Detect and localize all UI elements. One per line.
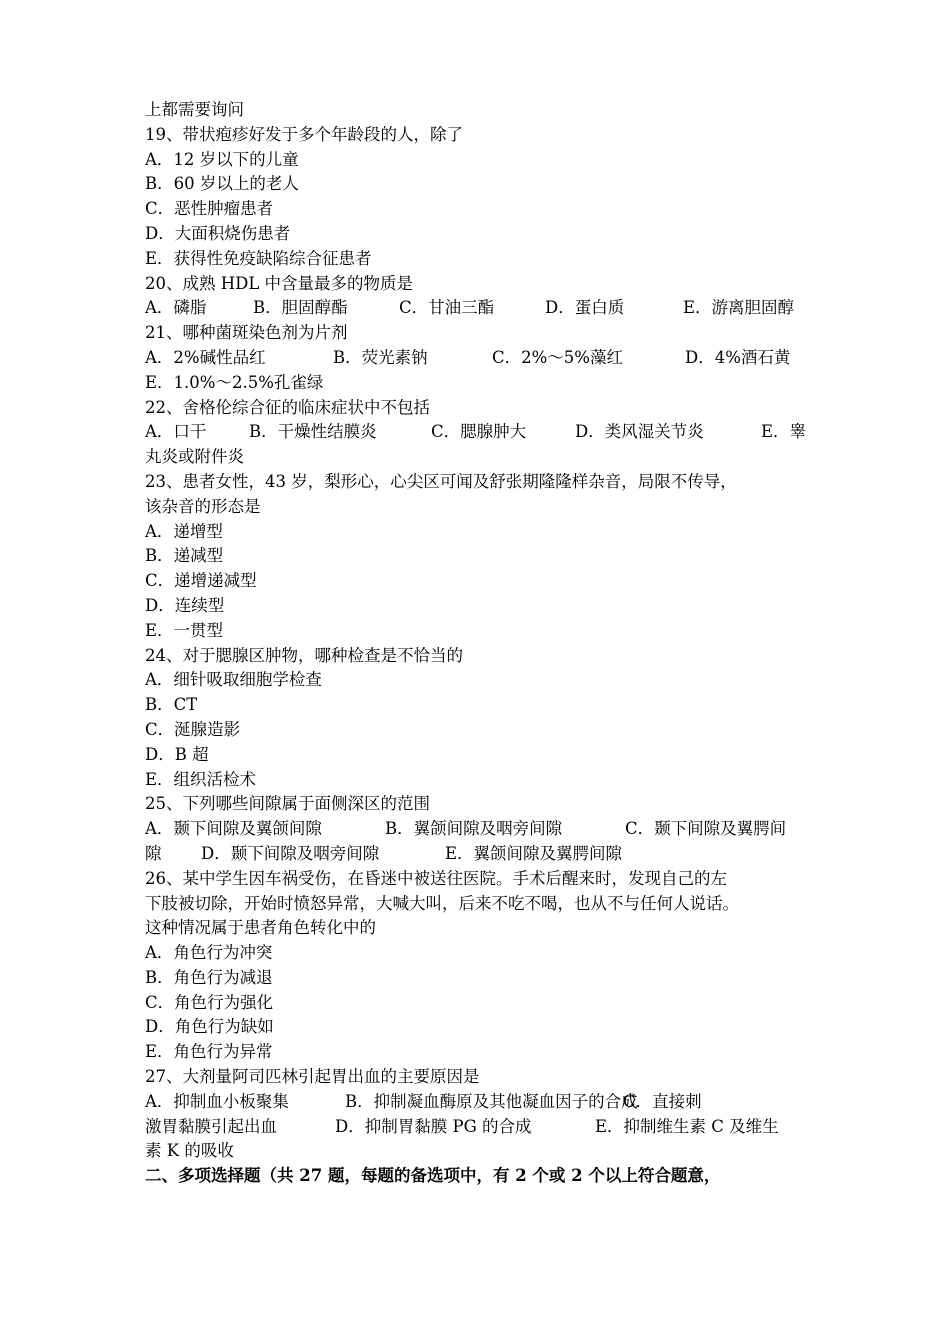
text-line: 素 K 的吸收 bbox=[145, 1141, 234, 1161]
option-line: C．递增递减型 bbox=[145, 571, 257, 591]
text-line: 上都需要询问 bbox=[145, 100, 244, 119]
question-19: 19、带状疱疹好发于多个年龄段的人，除了 bbox=[145, 124, 463, 144]
option: B．翼颌间隙及咽旁间隙 bbox=[385, 819, 563, 839]
option-line: E．角色行为异常 bbox=[145, 1042, 273, 1062]
q27-options-row-2 bbox=[145, 1115, 815, 1140]
option: C．腮腺肿大 bbox=[431, 422, 527, 442]
option: 隙 bbox=[145, 843, 162, 863]
option: E．翼颌间隙及翼腭间隙 bbox=[445, 843, 623, 863]
option-line: B．递减型 bbox=[145, 546, 224, 566]
option-line: B．CT bbox=[145, 695, 198, 715]
option: A．2%碱性品红 bbox=[145, 347, 266, 367]
section-heading: 二、多项选择题（共 27 题，每题的备选项中，有 2 个或 2 个以上符合题意， bbox=[145, 1166, 721, 1186]
q25-options-row-1 bbox=[145, 817, 815, 842]
option: C．2%～5%藻红 bbox=[492, 347, 623, 367]
q20-options-row bbox=[145, 296, 815, 321]
option-line: D．连续型 bbox=[145, 595, 225, 615]
text-line: 这种情况属于患者角色转化中的 bbox=[145, 918, 376, 938]
option: D．类风湿关节炎 bbox=[575, 422, 704, 442]
option: B．抑制凝血酶原及其他凝血因子的合成 bbox=[345, 1091, 638, 1111]
option: C．颞下间隙及翼腭间 bbox=[625, 819, 787, 839]
text-line: 该杂音的形态是 bbox=[145, 496, 261, 516]
option-line: B．60 岁以上的老人 bbox=[145, 174, 299, 194]
option-line: D．角色行为缺如 bbox=[145, 1017, 274, 1037]
option-line: D．大面积烧伤患者 bbox=[145, 223, 291, 243]
option: E．游离胆固醇 bbox=[683, 298, 795, 318]
option: A．颞下间隙及翼颌间隙 bbox=[145, 819, 322, 839]
text-line: 丸炎或附件炎 bbox=[145, 447, 244, 467]
option-line: E．一贯型 bbox=[145, 620, 224, 640]
question-23: 23、患者女性，43 岁，梨形心，心尖区可闻及舒张期隆隆样杂音，局限不传导， bbox=[145, 471, 737, 491]
option: E．睾 bbox=[761, 422, 807, 442]
option-line: A．细针吸取细胞学检查 bbox=[145, 670, 322, 690]
question-24: 24、对于腮腺区肿物，哪种检查是不恰当的 bbox=[145, 645, 463, 665]
option: A．磷脂 bbox=[145, 298, 207, 318]
option: B．干燥性结膜炎 bbox=[249, 422, 377, 442]
option: D．蛋白质 bbox=[545, 298, 625, 318]
option-line: B．角色行为减退 bbox=[145, 967, 273, 987]
option-line: E．1.0%～2.5%孔雀绿 bbox=[145, 372, 324, 392]
question-21: 21、哪种菌斑染色剂为片剂 bbox=[145, 323, 348, 343]
option-line: D．B 超 bbox=[145, 744, 209, 764]
document-page bbox=[145, 98, 815, 1189]
option-line: C．涎腺造影 bbox=[145, 719, 241, 739]
q25-options-row-2 bbox=[145, 842, 815, 867]
option: C．甘油三酯 bbox=[399, 298, 495, 318]
option-line: C．角色行为强化 bbox=[145, 992, 274, 1012]
option-line: A．递增型 bbox=[145, 521, 223, 541]
option-line: A．12 岁以下的儿童 bbox=[145, 149, 299, 169]
option: B．胆固醇酯 bbox=[253, 298, 348, 318]
text-line: 下肢被切除，开始时愤怒异常，大喊大叫，后来不吃不喝，也从不与任何人说话。 bbox=[145, 893, 739, 913]
option-line: E．组织活检术 bbox=[145, 769, 257, 789]
question-26: 26、某中学生因车祸受伤，在昏迷中被送往医院。手术后醒来时，发现自己的左 bbox=[145, 868, 727, 888]
option: E．抑制维生素 C 及维生 bbox=[595, 1116, 779, 1136]
q22-options-row bbox=[145, 420, 815, 445]
question-22: 22、舍格伦综合征的临床症状中不包括 bbox=[145, 397, 430, 417]
question-27: 27、大剂量阿司匹林引起胃出血的主要原因是 bbox=[145, 1067, 480, 1087]
option: 激胃黏膜引起出血 bbox=[145, 1116, 277, 1136]
option-line: A．角色行为冲突 bbox=[145, 943, 273, 963]
option: A．口干 bbox=[145, 422, 207, 442]
option-line: E．获得性免疫缺陷综合征患者 bbox=[145, 248, 372, 268]
option: C．直接刺 bbox=[623, 1091, 702, 1111]
question-20: 20、成熟 HDL 中含量最多的物质是 bbox=[145, 273, 414, 293]
option: D．4%酒石黄 bbox=[685, 347, 791, 367]
option: A．抑制血小板聚集 bbox=[145, 1091, 289, 1111]
q21-options-row bbox=[145, 346, 815, 371]
option: B．荧光素钠 bbox=[333, 347, 428, 367]
question-25: 25、下列哪些间隙属于面侧深区的范围 bbox=[145, 794, 430, 814]
option-line: C．恶性肿瘤患者 bbox=[145, 199, 274, 219]
q27-options-row-1 bbox=[145, 1090, 815, 1115]
option: D．颞下间隙及咽旁间隙 bbox=[201, 843, 380, 863]
option: D．抑制胃黏膜 PG 的合成 bbox=[335, 1116, 532, 1136]
